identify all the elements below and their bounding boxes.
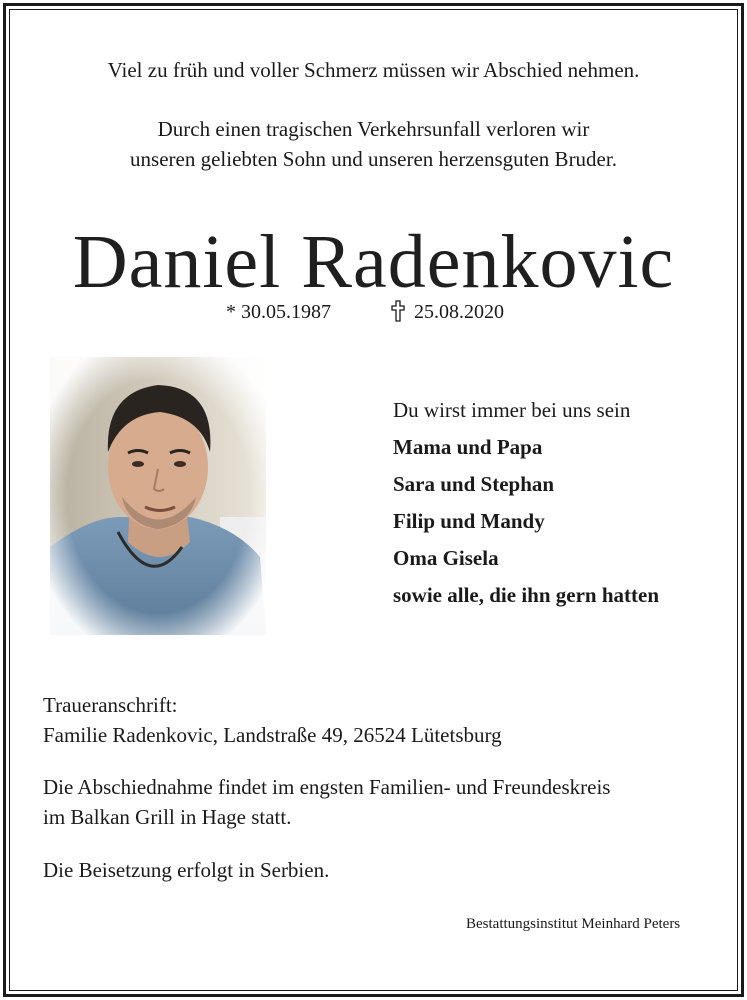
intro-line-1: Viel zu früh und voller Schmerz müssen wir Abschied nehmen. — [107, 58, 640, 82]
cross-icon — [391, 300, 405, 322]
deceased-name: Daniel Radenkovic — [72, 220, 675, 304]
address-value: Familie Radenkovic, Landstraße 49, 26524 Lütetsburg — [43, 723, 502, 747]
undertaker-name: Bestattungsinstitut Meinhard Peters — [466, 916, 681, 932]
family-member: Sara und Stephan — [393, 472, 555, 496]
family-member: Filip und Mandy — [393, 509, 545, 533]
intro-line-2: Durch einen tragischen Verkehrsunfall verloren wir — [157, 117, 590, 141]
family-member: sowie alle, die ihn gern hatten — [393, 583, 659, 607]
death-date: 25.08.2020 — [414, 301, 504, 323]
birth-date: * 30.05.1987 — [226, 301, 331, 323]
intro-line-3: unseren geliebten Sohn und unseren herzensguten Bruder. — [130, 147, 617, 171]
farewell-line-2: im Balkan Grill in Hage statt. — [43, 805, 292, 829]
burial-note: Die Beisetzung erfolgt in Serbien. — [43, 858, 330, 882]
address-label: Traueranschrift: — [43, 693, 178, 717]
portrait-photo — [50, 357, 266, 635]
intro-paragraph — [0, 114, 747, 174]
family-intro: Du wirst immer bei uns sein — [393, 398, 631, 422]
farewell-line-1: Die Abschiednahme findet im engsten Familien- und Freundeskreis — [43, 775, 611, 799]
family-member: Oma Gisela — [393, 546, 499, 570]
family-list — [393, 392, 659, 614]
family-member: Mama und Papa — [393, 435, 543, 459]
